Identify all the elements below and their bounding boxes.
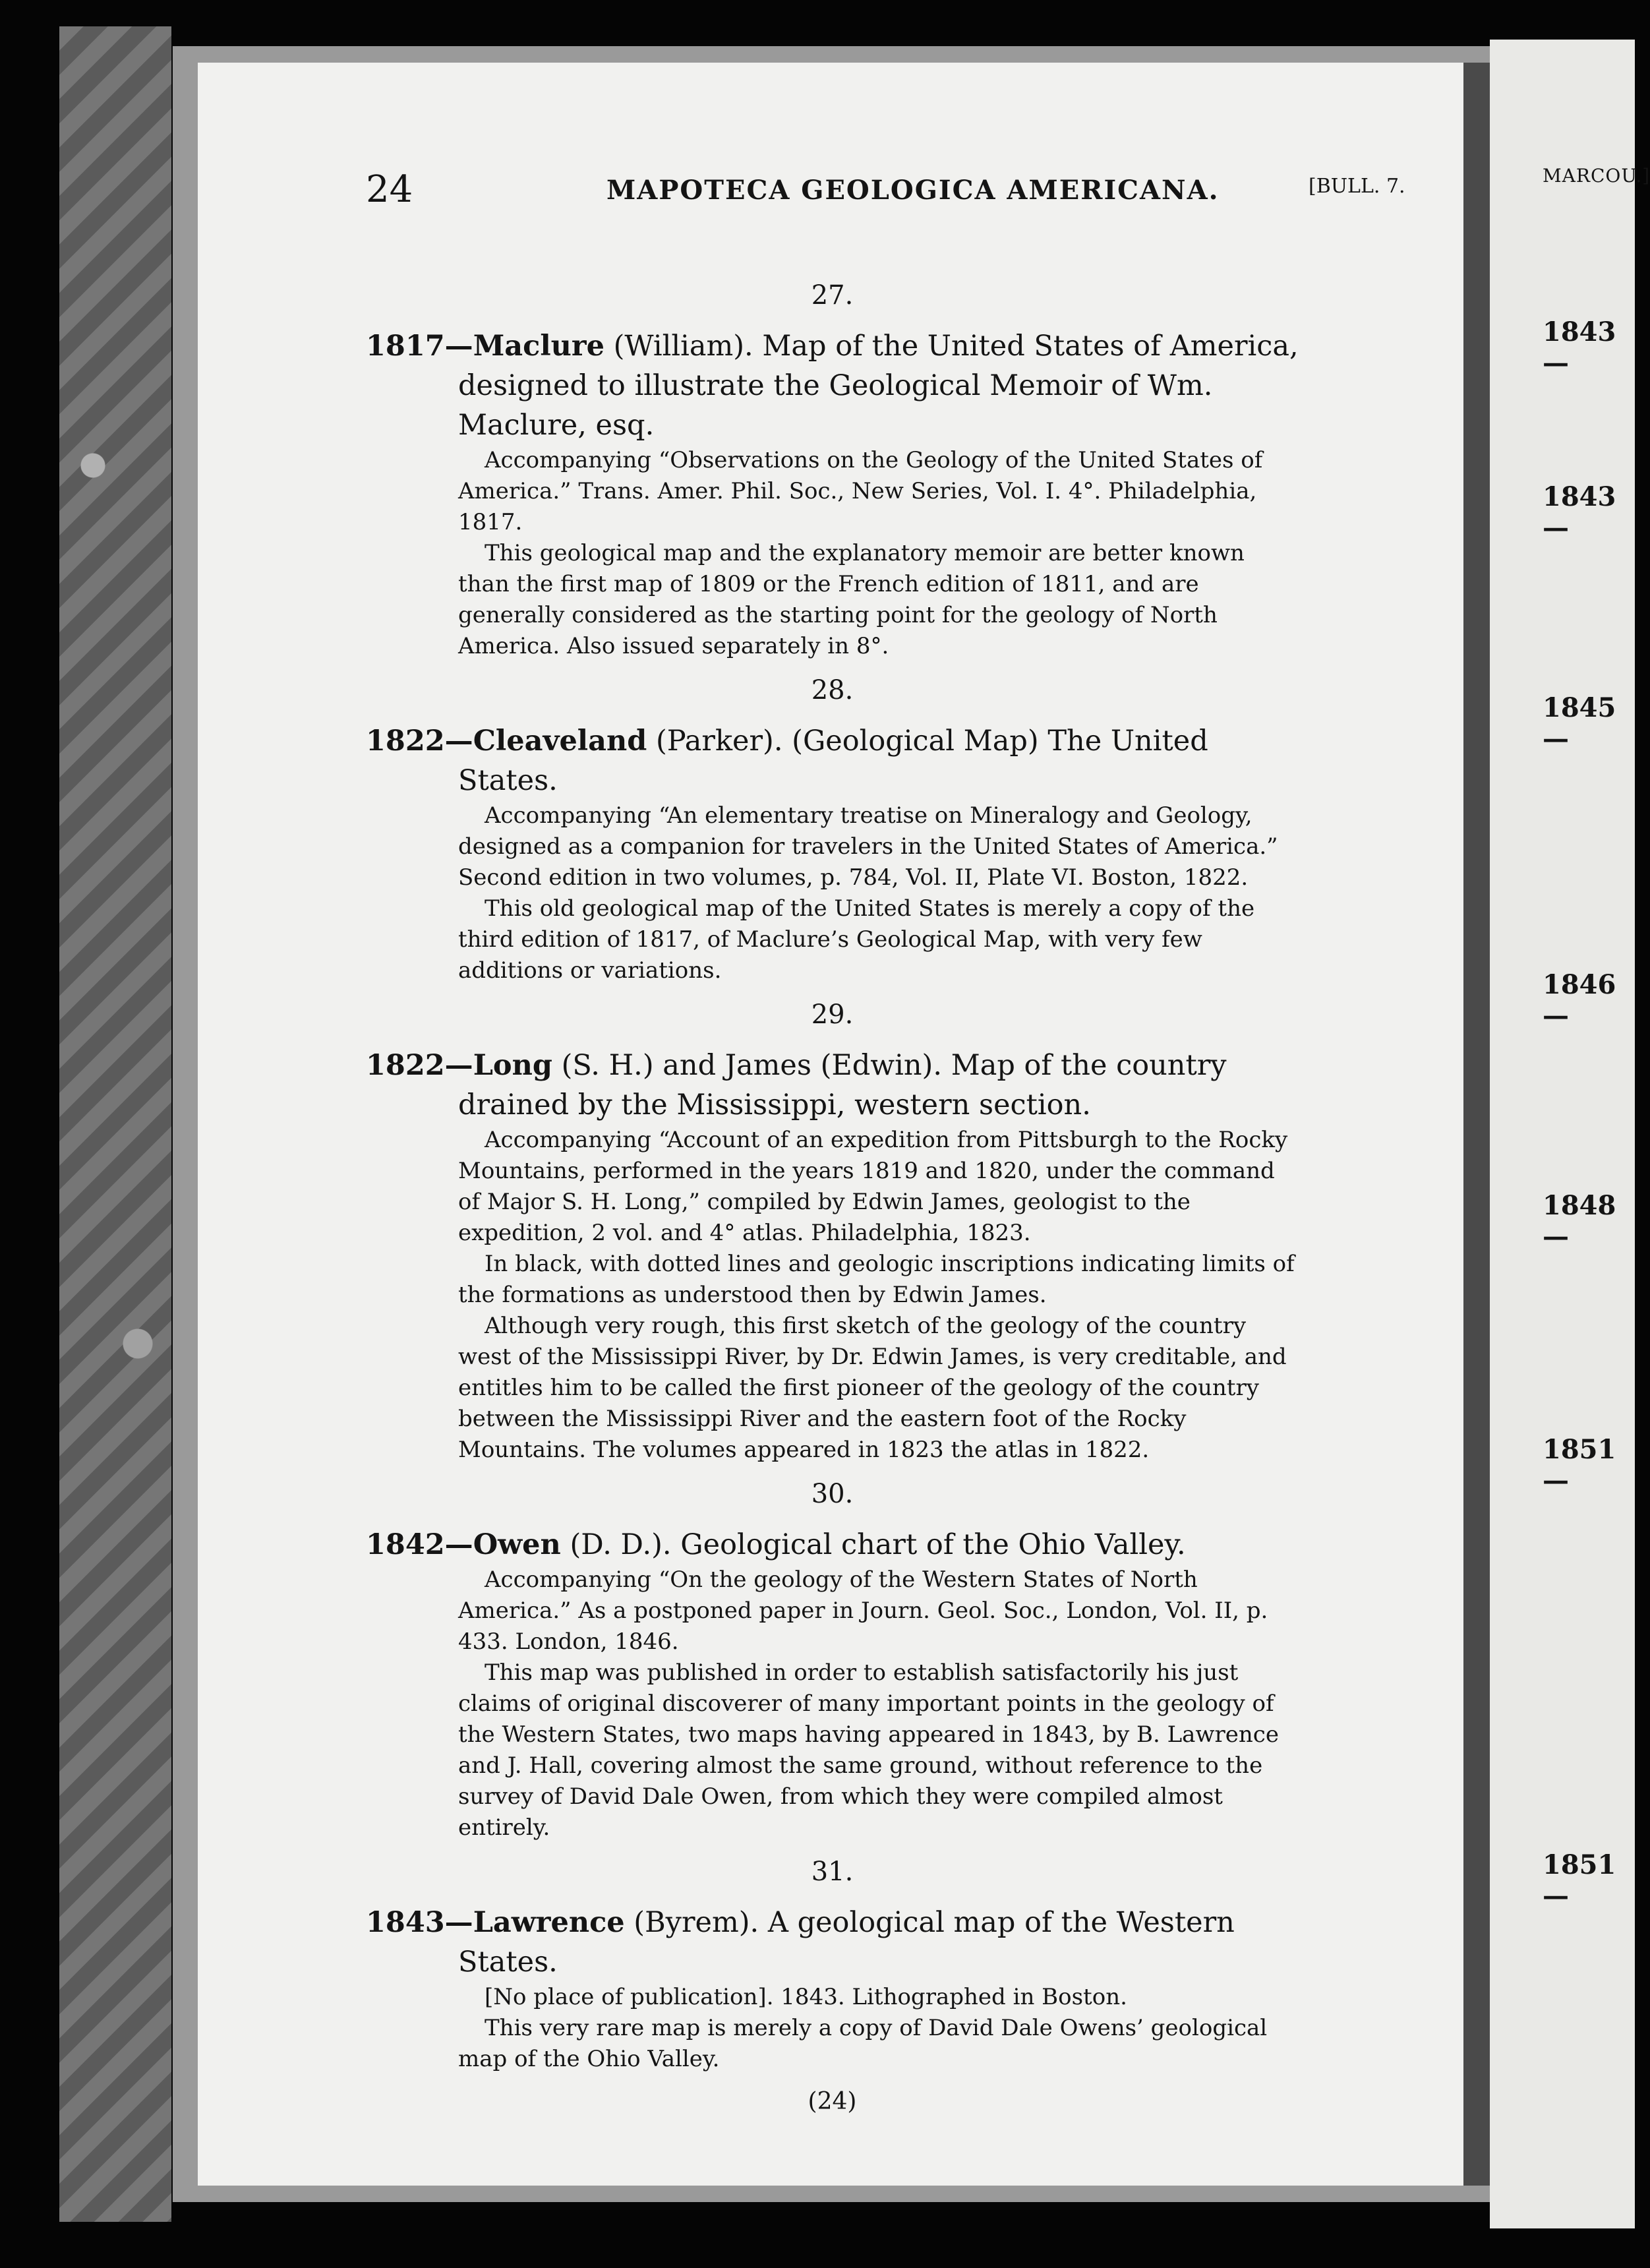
running-head (198, 168, 1463, 221)
entry-author-detail: (William). (613, 330, 753, 363)
page-gutter (1463, 63, 1490, 2186)
page-folio: (24) (808, 2088, 857, 2115)
entry-number: 27. (811, 280, 854, 311)
entry-description (366, 1982, 1299, 2075)
facing-year: 1851— (1543, 1434, 1616, 1496)
entry-paragraph: This map was published in order to establish satisfactorily his just claims of original discoverer of many important points in the geology of the Western States, two maps having appeared in 1843, by B. Lawrence and J. Hall, covering almost the same ground, without reference to the survey of David Dale Owen, from which they were compiled almost entirely. (458, 1659, 1279, 1841)
running-title: MAPOTECA GEOLOGICA AMERICANA. (606, 175, 1220, 206)
entry-author: Maclure (473, 330, 604, 363)
facing-page (1490, 40, 1650, 2228)
entry-paragraph: [No place of publication]. 1843. Lithographed in Boston. (485, 1984, 1127, 2010)
entry-paragraph: Accompanying “Account of an expedition from Pittsburgh to the Rocky Mountains, performed in the years 1819 and 1820, under the command of Major S. H. Long,” compiled by Edwin James, geologist to the expedition, 2 vol. and 4° atlas. Philadelphia, 1823. (458, 1127, 1288, 1246)
entry-paragraph: In black, with dotted lines and geologic inscriptions indicating limits of the formations as understood then by Edwin James. (458, 1251, 1295, 1308)
entry-paragraph: Accompanying “On the geology of the Western States of North America.” As a postponed paper in Journ. Geol. Soc., London, Vol. II, p. 433. London, 1846. (458, 1567, 1268, 1655)
entry-paragraph: Accompanying “Observations on the Geology of the United States of America.” Trans. Amer. Phil. Soc., New Series, Vol. I. 4°. Philadelphia, 1817. (458, 447, 1263, 535)
entry-year: 1843— (366, 1906, 473, 1939)
bulletin-ref: [BULL. 7. (1309, 175, 1405, 198)
entry-author: Owen (473, 1528, 561, 1561)
catalog-entry (366, 1479, 1299, 1843)
entry-paragraph: This old geological map of the United States is merely a copy of the third edition of 1817, of Maclure’s Geological Map, with very few additions or variations. (458, 895, 1255, 984)
entry-heading (366, 1046, 1299, 1125)
entry-year: 1842— (366, 1528, 473, 1561)
catalog-entry (366, 280, 1299, 662)
entry-description (366, 800, 1299, 986)
entry-title: (Geological Map) The United States. (458, 725, 1208, 797)
facing-header: MARCOU.] (1543, 165, 1650, 187)
page-body (366, 280, 1299, 2115)
entry-title: Map of the United States of America, designed to illustrate the Geological Memoir of Wm. Maclure, esq. (458, 330, 1299, 442)
entry-author-detail: (Byrem). (633, 1906, 759, 1939)
entry-heading (366, 721, 1299, 800)
entry-description (366, 1125, 1299, 1466)
entry-year: 1822— (366, 1049, 473, 1082)
entry-year: 1822— (366, 725, 473, 758)
catalog-entry (366, 1000, 1299, 1466)
entry-description (366, 445, 1299, 662)
entry-heading (366, 326, 1299, 445)
entry-title: A geological map of the Western States. (458, 1906, 1235, 1979)
entry-description (366, 1565, 1299, 1843)
facing-year: 1843— (1543, 481, 1616, 543)
entry-author-detail: (S. H.) and James (Edwin). (561, 1049, 943, 1082)
entry-title: Geological chart of the Ohio Valley. (680, 1528, 1186, 1561)
catalog-entry (366, 1857, 1299, 2075)
entry-author: Long (473, 1049, 552, 1082)
book-cover-edge (59, 26, 171, 2222)
catalog-entry (366, 675, 1299, 986)
entry-author: Lawrence (473, 1906, 625, 1939)
entry-year: 1817— (366, 330, 473, 363)
facing-year: 1846— (1543, 969, 1616, 1031)
entry-heading (366, 1525, 1299, 1565)
entry-paragraph: This very rare map is merely a copy of David Dale Owens’ geological map of the Ohio Valley. (458, 2015, 1268, 2072)
entry-author: Cleaveland (473, 725, 647, 758)
book-page (198, 63, 1463, 2186)
entry-author-detail: (D. D.). (570, 1528, 672, 1561)
entry-paragraph: This geological map and the explanatory memoir are better known than the first map of 1809 or the French edition of 1811, and are generally considered as the starting point for the geology of North America. Also issued separately in 8°. (458, 540, 1245, 659)
facing-year: 1851— (1543, 1849, 1616, 1911)
entry-number: 29. (811, 1000, 854, 1030)
entry-title: Map of the country drained by the Mississippi, western section. (458, 1049, 1227, 1121)
entry-paragraph: Although very rough, this first sketch of the geology of the country west of the Mississippi River, by Dr. Edwin James, is very creditable, and entitles him to be called the first pioneer of the geology of the country between the Mississippi River and the eastern foot of the Rocky Mountains. The volumes appeared in 1823 the atlas in 1822. (458, 1313, 1287, 1463)
facing-year: 1843— (1543, 316, 1616, 378)
entry-heading (366, 1903, 1299, 1982)
entry-author-detail: (Parker). (656, 725, 783, 758)
entry-number: 28. (811, 675, 854, 705)
entry-number: 31. (811, 1857, 854, 1887)
page-number: 24 (366, 168, 413, 211)
entry-number: 30. (811, 1479, 854, 1509)
facing-year: 1845— (1543, 692, 1616, 754)
entry-paragraph: Accompanying “An elementary treatise on Mineralogy and Geology, designed as a companion for travelers in the United States of America.” Second edition in two volumes, p. 784, Vol. II, Plate VI. Boston, 1822. (458, 802, 1278, 891)
facing-year: 1848— (1543, 1190, 1616, 1252)
